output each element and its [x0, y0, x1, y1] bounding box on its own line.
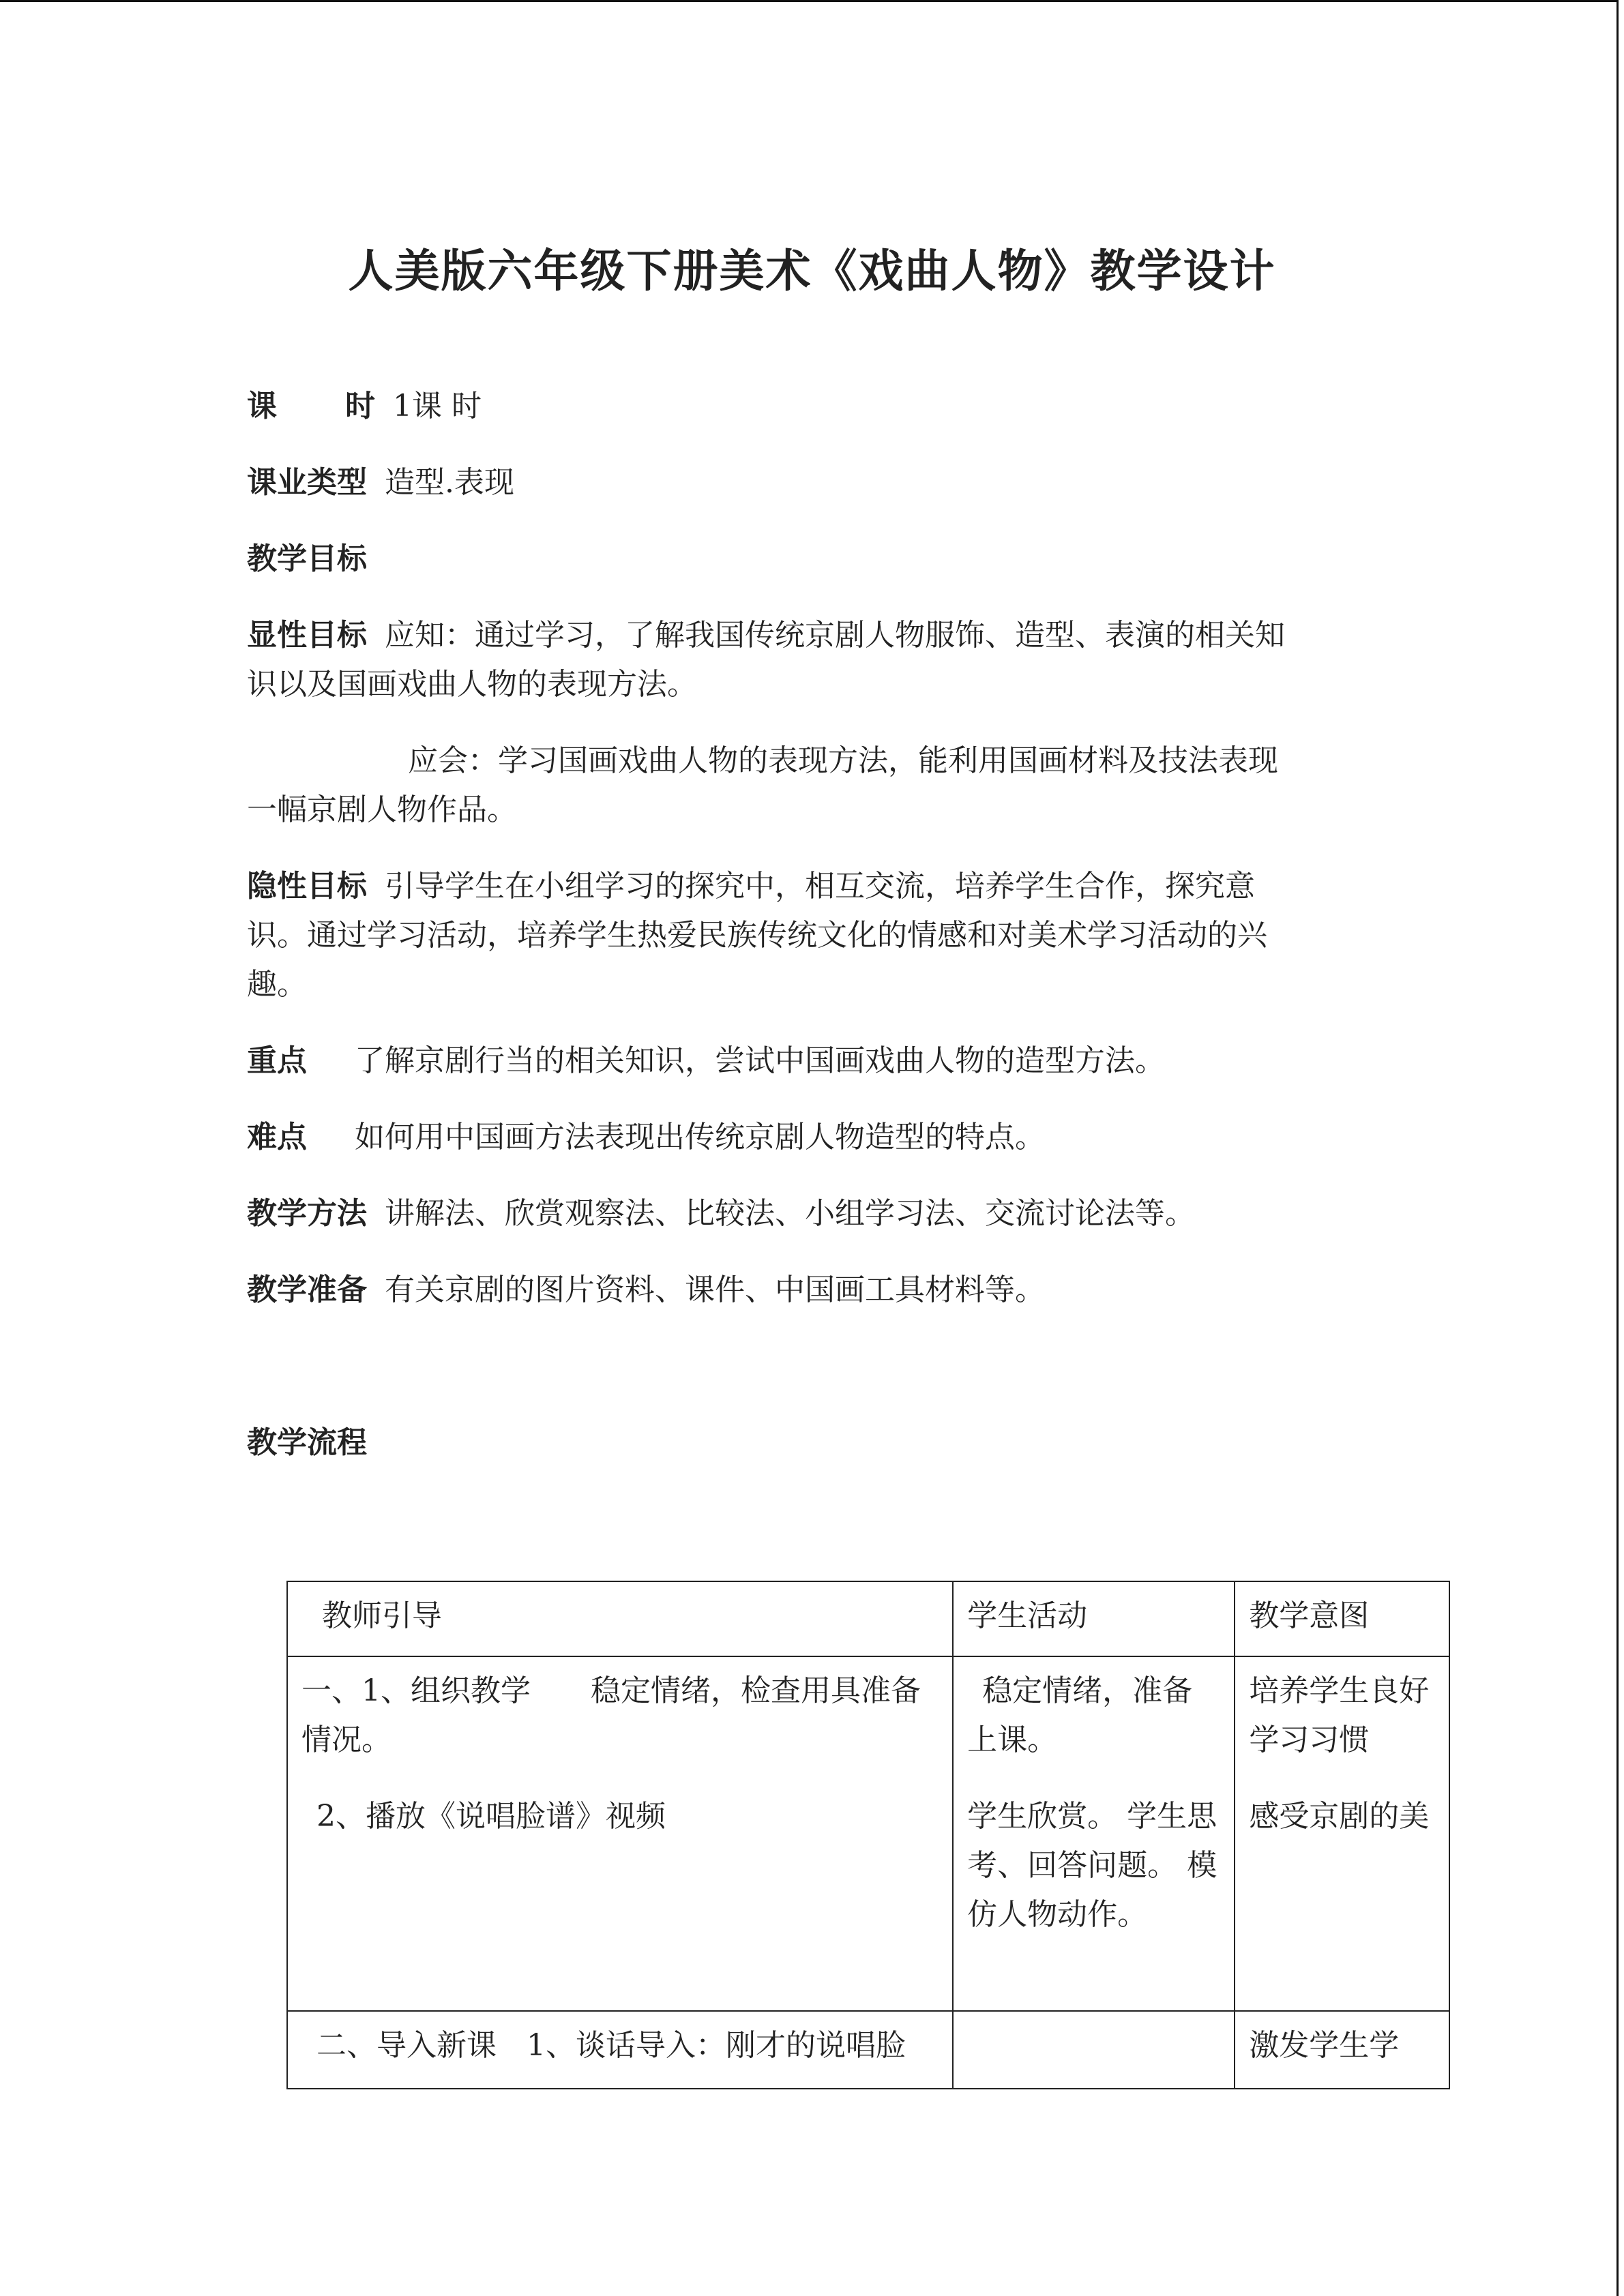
field-type: [247, 458, 1379, 507]
field-value-continued: 识。通过学习活动，培养学生热爱民族传统文化的情感和对美术学习活动的兴: [247, 918, 1267, 953]
field-value-continued: 趣。: [247, 967, 307, 1002]
field-label: 课: [247, 389, 277, 423]
cell-text: 培养学生良好学习习惯: [1249, 1673, 1430, 1757]
document-body: [247, 382, 1379, 1342]
flow-heading: 教学流程: [247, 1425, 367, 1460]
field-label: 教学方法: [247, 1196, 367, 1231]
column-header-teacher: 教师引导: [287, 1581, 953, 1656]
page-title: 人美版六年级下册美术《戏曲人物》教学设计: [348, 245, 1276, 298]
cell-student: [953, 2011, 1235, 2089]
table-row: [287, 1656, 1449, 2011]
cell-student: [953, 1656, 1235, 2011]
field-value: 如何用中国画方法表现出传统京剧人物造型的特点。: [355, 1120, 1045, 1154]
field-implicit-goal: [247, 862, 1379, 1009]
cell-teacher: [287, 2011, 953, 2089]
field-explicit-goal: [247, 611, 1379, 709]
column-header-student: 学生活动: [953, 1581, 1235, 1656]
field-label: 课业类型: [247, 465, 367, 500]
cell-text: 学生欣赏。 学生思考、回答问题。 模仿人物动作。: [967, 1799, 1217, 1932]
field-label: 隐性目标: [247, 869, 367, 904]
cell-text: 感受京剧的美: [1249, 1799, 1430, 1834]
cell-intent: [1235, 1656, 1449, 2011]
field-label: 教学准备: [247, 1272, 367, 1307]
field-label: 教学目标: [247, 541, 367, 576]
field-yinghui: [247, 736, 1379, 835]
field-prep: [247, 1266, 1379, 1315]
cell-text: 稳定情绪，准备上课。: [967, 1673, 1193, 1757]
field-keshi: [247, 382, 1379, 431]
field-value: 应知：通过学习，了解我国传统京剧人物服饰、造型、表演的相关知: [385, 618, 1285, 653]
cell-teacher: [287, 1656, 953, 2011]
field-value: 讲解法、欣赏观察法、比较法、小组学习法、交流讨论法等。: [385, 1196, 1195, 1231]
field-goal: [247, 535, 1379, 584]
teaching-flow-table: [286, 1581, 1450, 2089]
field-value: 1课 时: [393, 389, 482, 423]
cell-text: 激发学生学: [1249, 2028, 1400, 2063]
column-header-intent: 教学意图: [1235, 1581, 1449, 1656]
field-value: 有关京剧的图片资料、课件、中国画工具材料等。: [385, 1272, 1045, 1307]
table-row: [287, 2011, 1449, 2089]
field-method: [247, 1189, 1379, 1238]
cell-text: 二、导入新课 1、谈话导入：刚才的说唱脸: [316, 2028, 906, 2063]
cell-intent: [1235, 2011, 1449, 2089]
field-value-continued: 一幅京剧人物作品。: [247, 792, 517, 827]
field-label: 重点: [247, 1043, 307, 1078]
field-label: 显性目标: [247, 618, 367, 653]
field-value-continued: 识以及国画戏曲人物的表现方法。: [247, 667, 697, 702]
field-label: 难点: [247, 1120, 307, 1154]
field-key-point: [247, 1037, 1379, 1086]
field-difficulty: [247, 1113, 1379, 1162]
table-header-row: [287, 1581, 1449, 1656]
field-value: 引导学生在小组学习的探究中，相互交流，培养学生合作，探究意: [385, 869, 1255, 904]
cell-text: 一、1、组织教学 稳定情绪，检查用具准备情况。: [301, 1673, 921, 1757]
field-value: 造型.表现: [385, 465, 514, 500]
field-value: 了解京剧行当的相关知识，尝试中国画戏曲人物的造型方法。: [355, 1043, 1165, 1078]
cell-text: 2、播放《说唱脸谱》视频: [316, 1799, 666, 1834]
field-label: 时: [345, 389, 375, 423]
field-value: 应会：学习国画戏曲人物的表现方法，能利用国画材料及技法表现: [408, 743, 1278, 778]
